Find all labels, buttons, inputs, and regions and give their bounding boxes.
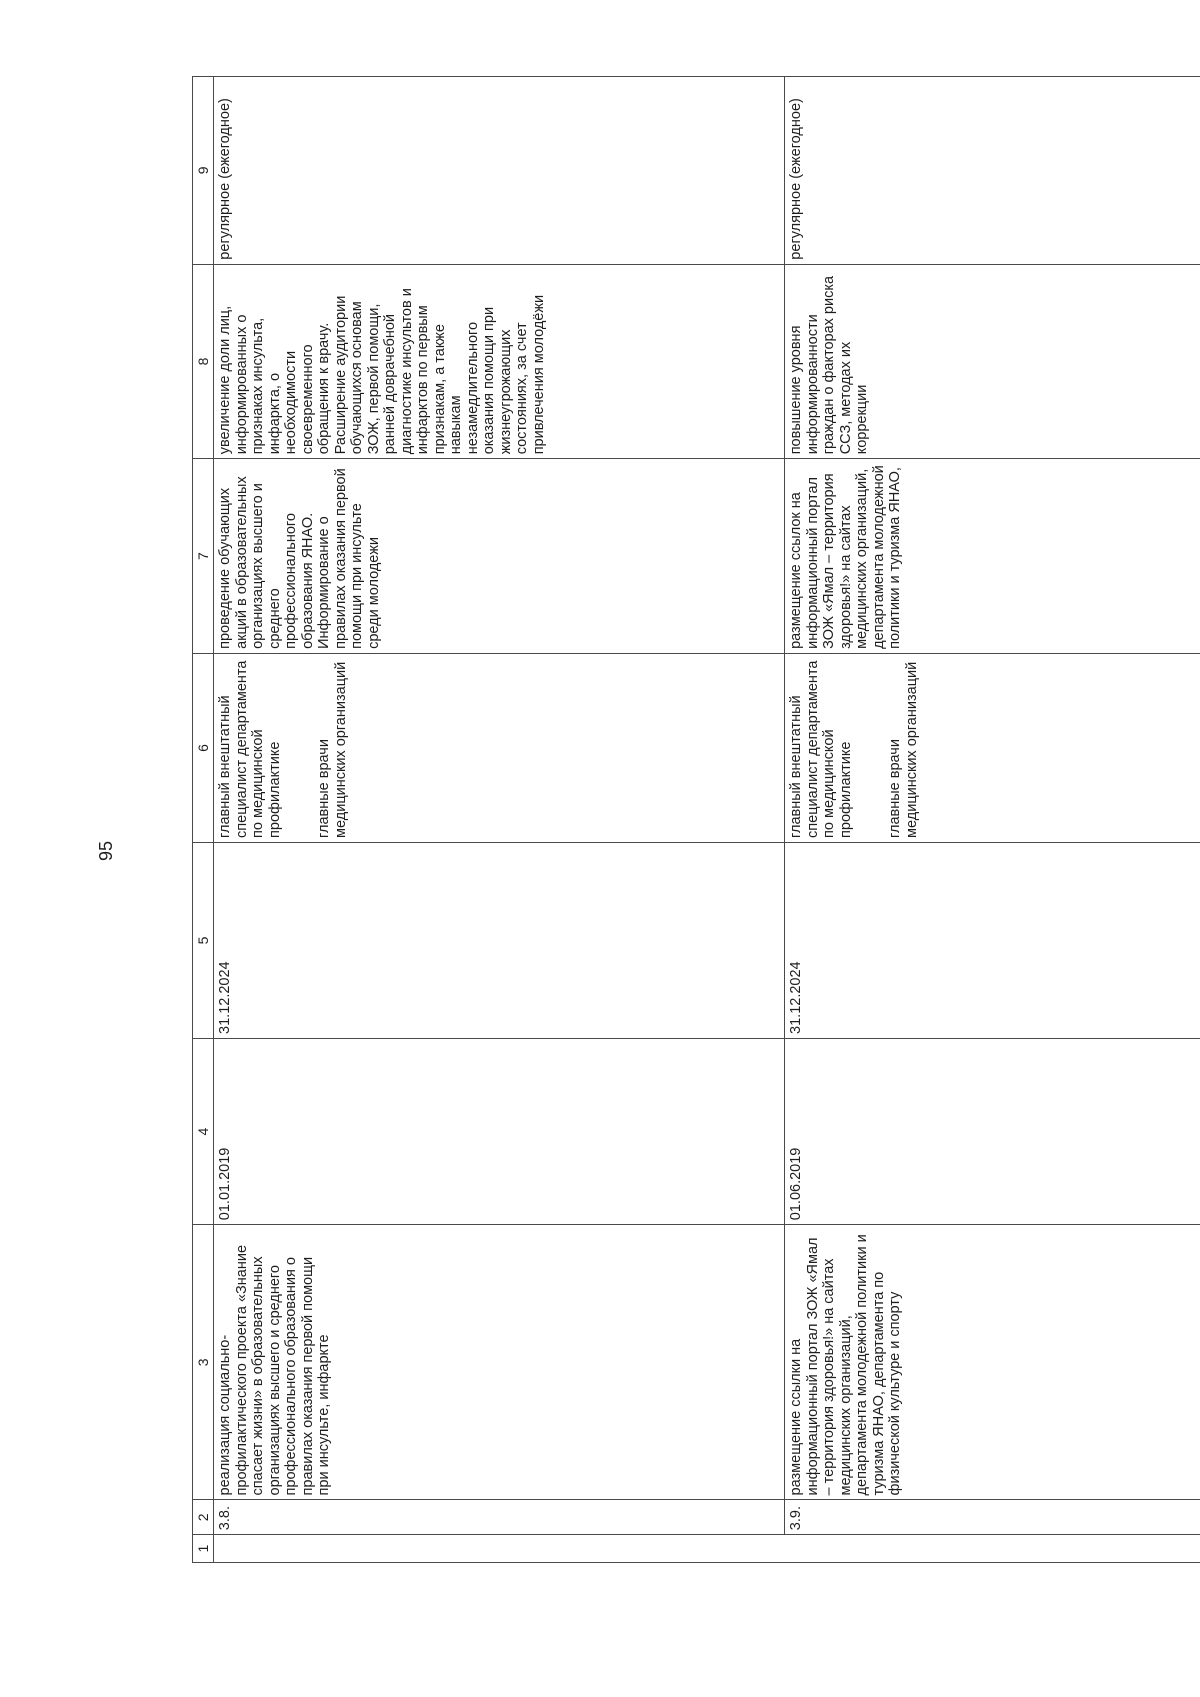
header-cell-1: 1 xyxy=(193,1535,214,1563)
responsible-primary: главный внештатный специалист департамента по медицинской профилактике xyxy=(788,660,854,838)
description-cell: проведение обучающих акций в образовательных организациях высшего и среднего профессионального образования ЯНАО. Информирование о правилах оказания первой помощи при инсульте среди молодежи xyxy=(214,459,785,654)
responsible-primary: главный внештатный специалист департамента по медицинской профилактике xyxy=(217,660,283,838)
page-number: 95 xyxy=(96,840,116,862)
result-cell: повышение уровня информированности граждан о факторах риска ССЗ, методах их коррекции xyxy=(785,264,1200,459)
activities-table xyxy=(192,76,1200,1563)
start-date-cell: 01.01.2019 xyxy=(214,1038,785,1224)
table-row xyxy=(214,77,785,1563)
header-cell-3: 3 xyxy=(193,1225,214,1500)
activity-cell: реализация социально-профилактического проекта «Знание спасает жизни» в образовательных организациях высшего и среднего профессионального образования о правилах оказания первой помощи при инсульте, инфаркте xyxy=(214,1225,785,1500)
responsible-cell xyxy=(214,653,785,842)
responsible-secondary: главные врачи медицинских организаций xyxy=(316,661,349,838)
header-cell-8: 8 xyxy=(193,264,214,459)
frequency-cell: регулярное (ежегодное) xyxy=(785,77,1200,265)
description-cell: размещение ссылок на информационный портал ЗОЖ «Ямал – территория здоровья!» на сайтах медицинских организаций, департамента молодежной политики и туризма ЯНАО, xyxy=(785,459,1200,654)
activity-cell: размещение ссылки на информационный портал ЗОЖ «Ямал – территория здоровья!» на сайтах медицинских организаций, департамента молодежной политики и туризма ЯНАО, департамента по физической культуре и спорту xyxy=(785,1225,1200,1500)
responsible-secondary: главные врачи медицинских организаций xyxy=(887,661,920,838)
rotated-table-container xyxy=(192,76,1200,1563)
table-row xyxy=(785,77,1200,1563)
responsible-cell xyxy=(785,653,1200,842)
header-row xyxy=(193,77,214,1563)
end-date-cell: 31.12.2024 xyxy=(785,842,1200,1038)
header-cell-7: 7 xyxy=(193,459,214,654)
end-date-cell: 31.12.2024 xyxy=(214,842,785,1038)
header-cell-4: 4 xyxy=(193,1038,214,1224)
empty-cell-col1 xyxy=(214,1535,1200,1563)
row-number: 3.9. xyxy=(785,1500,1200,1535)
header-cell-6: 6 xyxy=(193,653,214,842)
frequency-cell: регулярное (ежегодное) xyxy=(214,77,785,265)
start-date-cell: 01.06.2019 xyxy=(785,1038,1200,1224)
header-cell-5: 5 xyxy=(193,842,214,1038)
row-number: 3.8. xyxy=(214,1500,785,1535)
header-cell-9: 9 xyxy=(193,77,214,265)
result-cell: увеличение доли лиц, информированных о признаках инсульта, инфаркта, о необходимости своевременного обращения к врачу. Расширение аудитории обучающихся основам ЗОЖ, первой помощи, ранней доврачебной диагностике инсультов и инфарктов по первым признакам, а также навыкам незамедлительного оказания помощи при жизнеугрожающих состояниях, за счет привлечения молодёжи xyxy=(214,264,785,459)
header-cell-2: 2 xyxy=(193,1500,214,1535)
